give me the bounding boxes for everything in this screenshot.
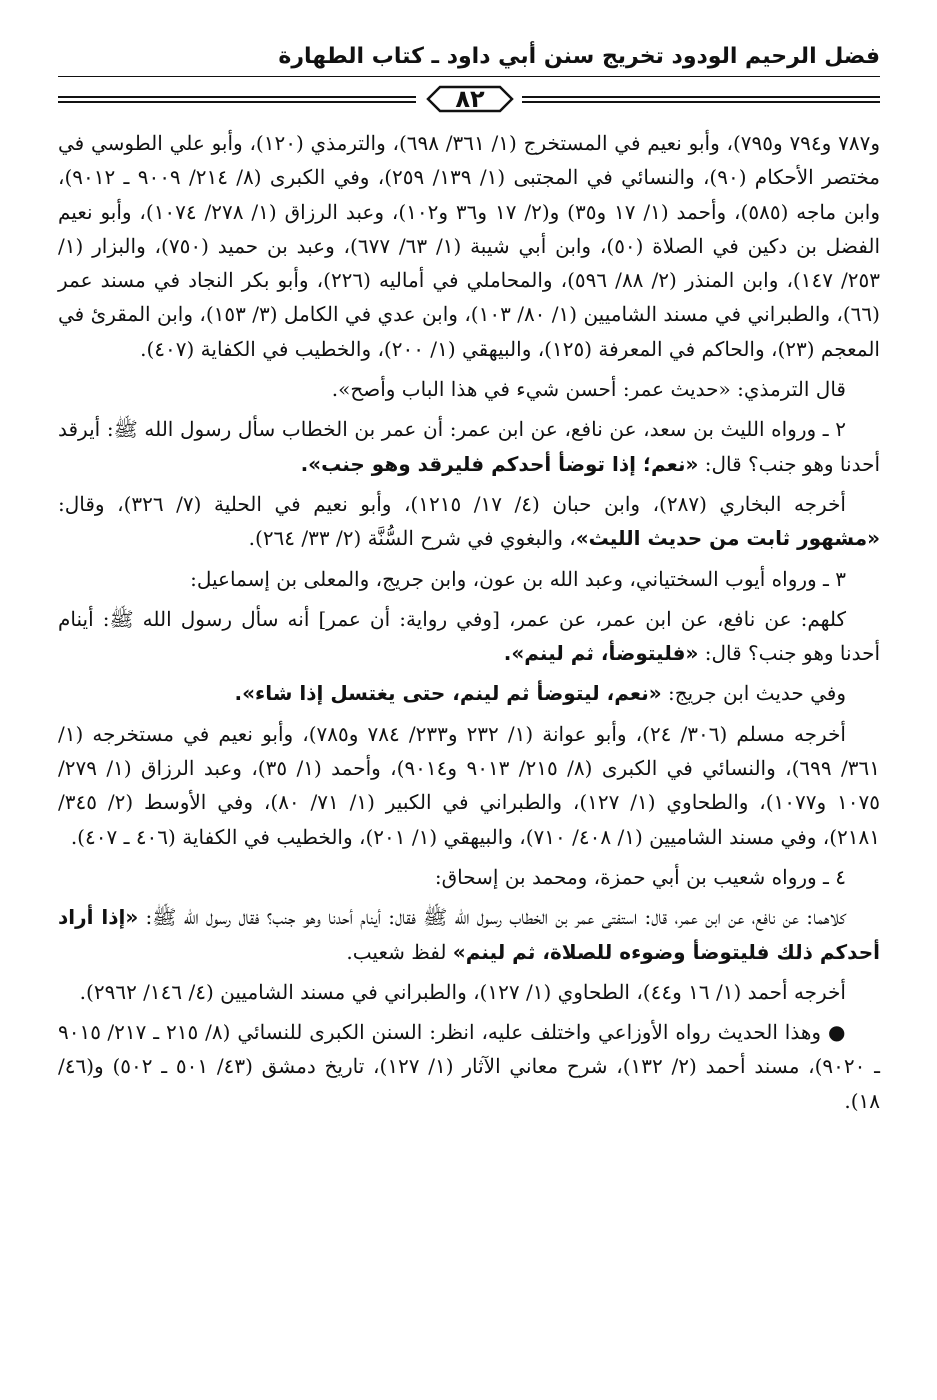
paragraph — [58, 372, 880, 406]
header-rule — [58, 76, 880, 77]
page — [58, 38, 880, 1368]
paragraph — [58, 412, 880, 481]
page-number-row — [58, 86, 880, 116]
ornament-rule-left — [58, 96, 416, 98]
paragraph — [58, 562, 880, 596]
paragraph — [58, 860, 880, 894]
text-segment: أخرجه أحمد (١/ ١٦ و٤٤)، الطحاوي (١/ ١٢٧)، والطبراني في مسند الشاميين (٤/ ١٤٦/ ٢٩٦٢). — [79, 979, 846, 1004]
page-number-frame — [426, 84, 514, 114]
text-segment: وفي حديث ابن جريج: — [661, 681, 846, 706]
paragraph — [58, 602, 880, 671]
text-segment: كلاهما: عن نافع، عن ابن عمر، قال: استفتى عمر بن الخطاب رسول الله ﷺ فقال: أينام أحدنا وهو جنب؟ فقال رسول الله ﷺ: — [138, 905, 846, 930]
text-segment: ● وهذا الحديث رواه الأوزاعي واختلف عليه، انظر: السنن الكبرى للنسائي (٨/ ٢١٥ ـ ٢١٧/ ٩٠١٥ ـ ٩٠٢٠)، مسند أحمد (٢/ ١٣٢)، شرح معاني الآثار (١/ ١٢٧)، تاريخ دمشق (٤٣/ ٥٠١ ـ ٥٠٢) و(٤٦/ ١٨). — [58, 1020, 880, 1113]
hadith-quote: «إذا أراد أحدكم ذلك فليتوضأ وضوءه للصلاة، ثم لينم» — [58, 905, 880, 964]
ornament-rule-left-2 — [58, 101, 416, 103]
paragraph — [58, 676, 880, 710]
paragraph — [58, 126, 880, 366]
text-segment: ٣ ـ ورواه أيوب السختياني، وعبد الله بن عون، وابن جريج، والمعلى بن إسماعيل: — [190, 566, 846, 591]
ornament-rule-right — [522, 96, 880, 98]
header-title: فضل الرحيم الودود تخريج سنن أبي داود ـ كتاب الطهارة — [278, 44, 880, 69]
hadith-quote: «فليتوضأ، ثم لينم». — [503, 641, 699, 666]
text-segment: أخرجه البخاري (٢٨٧)، وابن حبان (٤/ ١٧/ ١٢١٥)، وأبو نعيم في الحلية (٧/ ٣٢٦)، وقال: — [58, 491, 846, 516]
paragraph — [58, 717, 880, 854]
running-header — [58, 38, 880, 113]
text-segment: ٤ ـ ورواه شعيب بن أبي حمزة، ومحمد بن إسحاق: — [434, 864, 846, 889]
hadith-quote: «مشهور ثابت من حديث الليث» — [575, 526, 880, 551]
paragraph — [58, 975, 880, 1009]
text-segment: ، والبغوي في شرح السُّنَّة (٢/ ٣٣/ ٢٦٤). — [248, 526, 576, 551]
paragraph — [58, 1015, 880, 1118]
text-segment: قال الترمذي: «حديث عمر: أحسن شيء في هذا الباب وأصح». — [331, 377, 846, 402]
paragraph — [58, 900, 880, 969]
text-segment: ٢ ـ ورواه الليث بن سعد، عن نافع، عن ابن عمر: أن عمر بن الخطاب سأل رسول الله ﷺ: أيرقد أحدنا وهو جنب؟ قال: — [58, 417, 880, 476]
ornament-rule-right-2 — [522, 101, 880, 103]
main-text — [58, 126, 880, 1118]
text-segment: لفظ شعيب. — [346, 939, 453, 964]
hadith-quote: «نعم، ليتوضأ ثم لينم، حتى يغتسل إذا شاء». — [234, 681, 662, 706]
text-segment: كلهم: عن نافع، عن ابن عمر، عن عمر، [وفي رواية: أن عمر] أنه سأل رسول الله ﷺ: أينام أحدنا وهو جنب؟ قال: — [58, 606, 880, 666]
hadith-quote: «نعم؛ إذا توضأ أحدكم فليرقد وهو جنب». — [300, 451, 699, 476]
page-number: ٨٢ — [455, 85, 485, 113]
text-segment: و٧٨٧ و٧٩٤ و٧٩٥)، وأبو نعيم في المستخرج (١/ ٣٦١/ ٦٩٨)، والترمذي (١٢٠)، وأبو علي الطوسي في مختصر الأحكام (٩٠)، والنسائي في المجتبى (١/ ١٣٩/ ٢٥٩)، وفي الكبرى (٨/ ٢١٤/ ٩٠٠٩ ـ ٩٠١٢)، وابن ماجه (٥٨٥)، وأحمد (١/ ١٧ و٣٥) و(٢/ ١٧ و٣٦ و١٠٢)، وعبد الرزاق (١/ ٢٧٨/ ١٠٧٤)، وأبو نعيم الفضل بن دكين في الصلاة (٥٠)، وابن أبي شيبة (١/ ٦٣/ ٦٧٧)، وعبد بن حميد (٧٥٠)، والبزار (١/ ٢٥٣/ ١٤٧)، وابن المنذر (٢/ ٨٨/ ٥٩٦)، والمحاملي في أماليه (٢٢٦)، وأبو بكر النجاد في مسند عمر (٦٦)، والطبراني في مسند الشاميين (١/ ٨٠/ ١٠٣)، وابن عدي في الكامل (٣/ ١٥٣)، وابن المقرئ في المعجم (٢٣)، والحاكم في المعرفة (١٢٥)، والبيهقي (١/ ٢٠٠)، والخطيب في الكفاية (٤٠٧). — [58, 131, 881, 361]
text-segment: أخرجه مسلم (٣٠٦/ ٢٤)، وأبو عوانة (١/ ٢٣٢ و٢٣٣/ ٧٨٤ و٧٨٥)، وأبو نعيم في مستخرجه (١/ ٣٦١/ ٦٩٩)، والنسائي في الكبرى (٨/ ٢١٥/ ٩٠١٣ و٩٠١٤)، وأحمد (١/ ٣٥)، وعبد الرزاق (١/ ٢٧٩/ ١٠٧٥ و١٠٧٧)، والطحاوي (١/ ١٢٧)، والطبراني في الكبير (١/ ٧١/ ٨٠)، وفي الأوسط (٢/ ٣٤٥/ ٢١٨١)، وفي مسند الشاميين (١/ ٤٠٨/ ٧١٠)، والبيهقي (١/ ٢٠١)، والخطيب في الكفاية (٤٠٦ ـ ٤٠٧). — [58, 721, 880, 849]
paragraph — [58, 487, 880, 556]
